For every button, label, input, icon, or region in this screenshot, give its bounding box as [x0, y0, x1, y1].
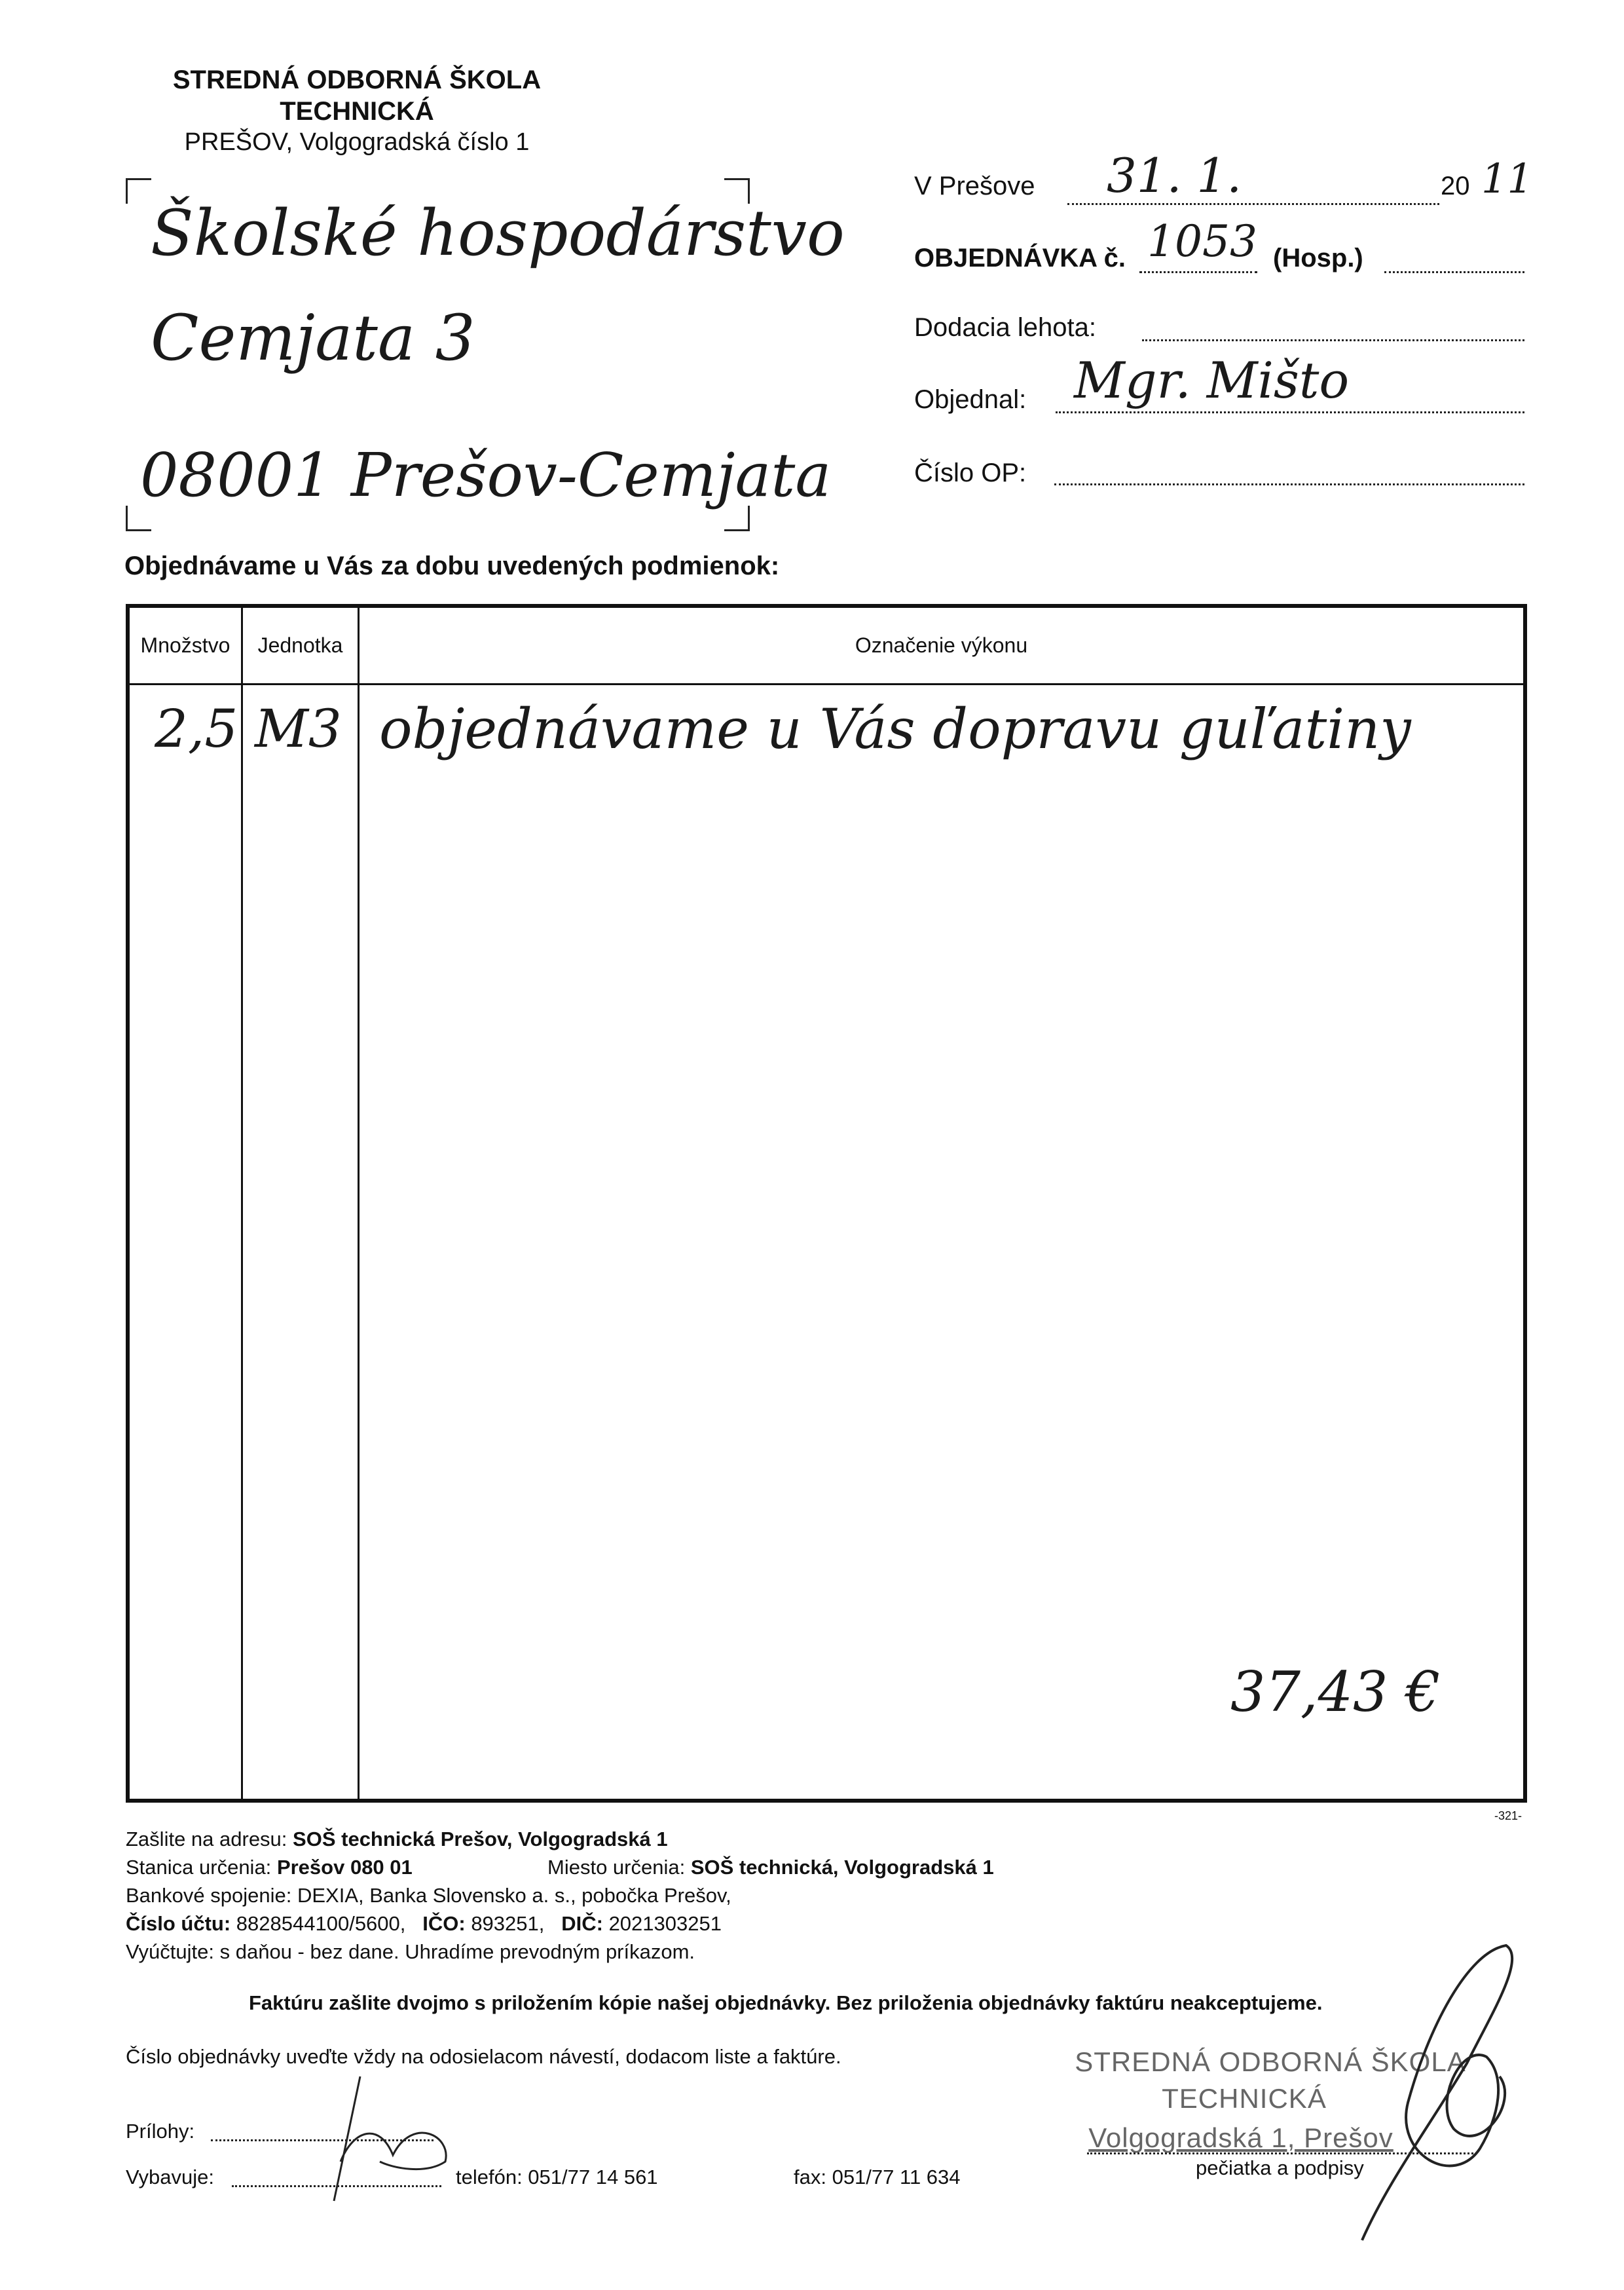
quantity-value: 2,5: [155, 698, 238, 759]
order-label: OBJEDNÁVKA č.: [914, 244, 1126, 272]
recipient-line2: Cemjata 3: [151, 301, 475, 375]
year-prefix: 20: [1441, 172, 1470, 200]
recipient-line1: Školské hospodárstvo: [151, 197, 845, 270]
delivery-line: [1142, 339, 1524, 341]
account-line: [126, 1909, 722, 1938]
total-value: 37,43 €: [1230, 1660, 1441, 1724]
ico-label: IČO:: [422, 1912, 466, 1935]
school-address: PREŠOV, Volgogradská číslo 1: [184, 128, 530, 156]
order-table: [126, 604, 1527, 1803]
billing-line: [126, 1938, 695, 1966]
recipient-corner-tl: [126, 178, 151, 204]
order-intro: Objednávame u Vás za dobu uvedených podmienok:: [124, 552, 780, 580]
invoice-note: Faktúru zašlite dvojmo s priložením kópie našej objednávky. Bez priloženia objednávky faktúru neakceptujeme.: [249, 1991, 1323, 2014]
column-header-quantity: Množstvo: [128, 606, 242, 685]
ordered-by-label: Objednal:: [914, 385, 1027, 414]
table-row: [128, 685, 1525, 1801]
form-code: -321-: [1494, 1809, 1522, 1822]
place-date-line: [1067, 203, 1439, 205]
account-value: 8828544100/5600,: [236, 1912, 406, 1935]
op-number-label: Číslo OP:: [914, 459, 1027, 487]
op-number-line: [1054, 483, 1524, 485]
stamp-line2: TECHNICKÁ: [1162, 2083, 1327, 2114]
school-name-line1: STREDNÁ ODBORNÁ ŠKOLA: [172, 66, 542, 94]
stamp-line1: STREDNÁ ODBORNÁ ŠKOLA: [1075, 2046, 1466, 2077]
station-line: [126, 1853, 413, 1881]
station-label: Stanica určenia:: [126, 1856, 272, 1879]
send-to-value: SOŠ technická Prešov, Volgogradská 1: [293, 1828, 668, 1850]
handler-signature: [282, 2063, 465, 2207]
school-name-line2: TECHNICKÁ: [280, 97, 434, 126]
destination-line: [547, 1853, 994, 1881]
billing-label: Vyúčtujte:: [126, 1940, 214, 1963]
stamp-caption: pečiatka a podpisy: [1196, 2156, 1364, 2179]
phone: telefón: 051/77 14 561: [456, 2166, 658, 2188]
place-label: V Prešove: [914, 172, 1035, 200]
station-value: Prešov 080 01: [276, 1856, 413, 1879]
dic-label: DIČ:: [561, 1912, 603, 1935]
year-suffix: 11: [1481, 155, 1533, 202]
send-to-label: Zašlite na adresu:: [126, 1828, 287, 1850]
stamp-line3: Volgogradská 1, Prešov: [1088, 2122, 1393, 2153]
fax: fax: 051/77 11 634: [794, 2166, 961, 2188]
quantity-cell: [128, 685, 242, 1801]
billing-value: s daňou - bez dane. Uhradíme prevodným príkazom.: [219, 1940, 695, 1963]
order-number-value: 1053: [1147, 216, 1257, 267]
delivery-label: Dodacia lehota:: [914, 313, 1096, 342]
hosp-label: (Hosp.): [1273, 244, 1363, 272]
column-header-unit: Jednotka: [242, 606, 359, 685]
bank-line: [126, 1881, 731, 1909]
bank-value: DEXIA, Banka Slovensko a. s., pobočka Prešov,: [297, 1884, 731, 1907]
attachments-label: Prílohy:: [126, 2120, 195, 2143]
send-to-line: [126, 1825, 668, 1853]
place-date-value: 31. 1.: [1107, 148, 1242, 203]
description-cell: [359, 685, 1526, 1801]
unit-cell: [242, 685, 359, 1801]
column-header-description: Označenie výkonu: [359, 606, 1526, 685]
hosp-line: [1384, 271, 1524, 273]
description-value: objednávame u Vás dopravu guľatiny: [379, 697, 1411, 761]
ordered-by-value: Mgr. Mišto: [1074, 351, 1350, 409]
order-number-line: [1139, 271, 1257, 273]
dic-value: 2021303251: [608, 1912, 722, 1935]
account-label: Číslo účtu:: [126, 1912, 231, 1935]
handled-by-label: Vybavuje:: [126, 2166, 214, 2188]
director-signature: [1349, 1932, 1545, 2247]
bank-label: Bankové spojenie:: [126, 1884, 292, 1907]
ico-value: 893251,: [471, 1912, 545, 1935]
ordered-by-line: [1056, 411, 1524, 413]
unit-value: M3: [255, 698, 342, 759]
destination-value: SOŠ technická, Volgogradská 1: [690, 1856, 994, 1879]
recipient-line3: 08001 Prešov-Cemjata: [140, 440, 832, 510]
order-number-note: Číslo objednávky uveďte vždy na odosielacom návestí, dodacom liste a faktúre.: [126, 2045, 841, 2068]
destination-label: Miesto určenia:: [547, 1856, 686, 1879]
